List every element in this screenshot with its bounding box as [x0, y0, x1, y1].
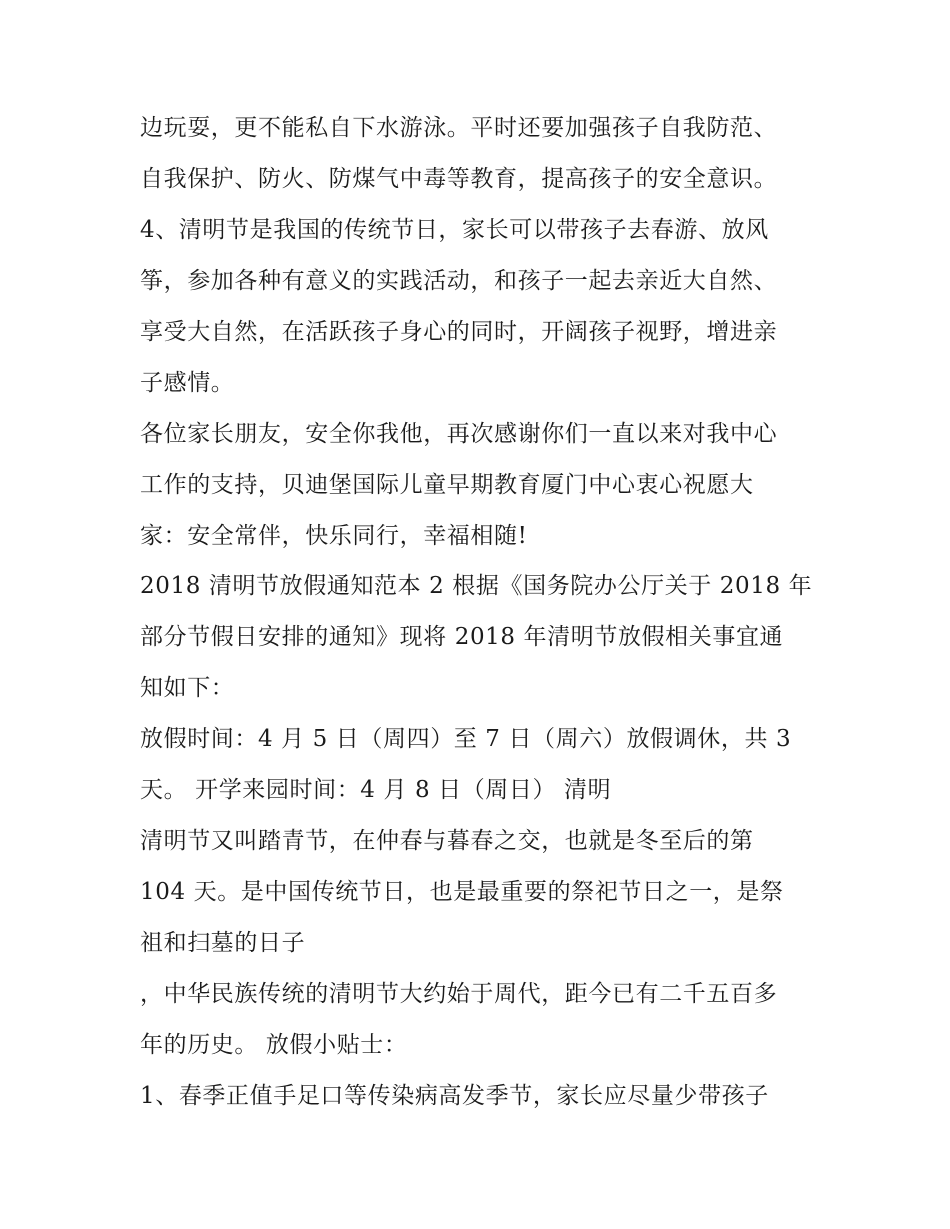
text-line: 筝，参加各种有意义的实践活动，和孩子一起去亲近大自然、: [140, 268, 778, 294]
text-line: 工作的支持，贝迪堡国际儿童早期教育厦门中心衷心祝愿大: [140, 472, 754, 498]
text-line: 4、清明节是我国的传统节日，家长可以带孩子去春游、放风: [140, 217, 769, 243]
text-line: 2018 清明节放假通知范本 2 根据《国务院办公厅关于 2018 年: [140, 573, 813, 599]
text-line: ，中华民族传统的清明节大约始于周代，距今已有二千五百多: [140, 981, 778, 1007]
text-line: 1、春季正值手足口等传染病高发季节，家长应尽量少带孩子: [140, 1083, 769, 1109]
text-line: 年的历史。 放假小贴士：: [140, 1032, 408, 1058]
text-line: 家：安全常伴，快乐同行，幸福相随!: [140, 523, 528, 549]
text-line: 天。 开学来园时间：4 月 8 日（周日） 清明: [140, 777, 612, 803]
text-line: 子感情。: [140, 370, 235, 396]
text-line: 自我保护、防火、防煤气中毒等教育，提高孩子的安全意识。: [140, 166, 778, 192]
text-line: 知如下：: [140, 675, 235, 701]
text-line: 边玩耍，更不能私自下水游泳。平时还要加强孩子自我防范、: [140, 115, 778, 141]
text-line: 享受大自然，在活跃孩子身心的同时，开阔孩子视野，增进亲: [140, 319, 778, 345]
text-line: 104 天。是中国传统节日，也是最重要的祭祀节日之一，是祭: [140, 879, 784, 905]
text-line: 部分节假日安排的通知》现将 2018 年清明节放假相关事宜通: [140, 624, 784, 650]
text-line: 放假时间：4 月 5 日（周四）至 7 日（周六）放假调休，共 3: [140, 726, 792, 752]
text-line: 各位家长朋友，安全你我他，再次感谢你们一直以来对我中心: [140, 421, 778, 447]
text-line: 清明节又叫踏青节，在仲春与暮春之交，也就是冬至后的第: [140, 828, 754, 854]
text-line: 祖和扫墓的日子: [140, 930, 306, 956]
